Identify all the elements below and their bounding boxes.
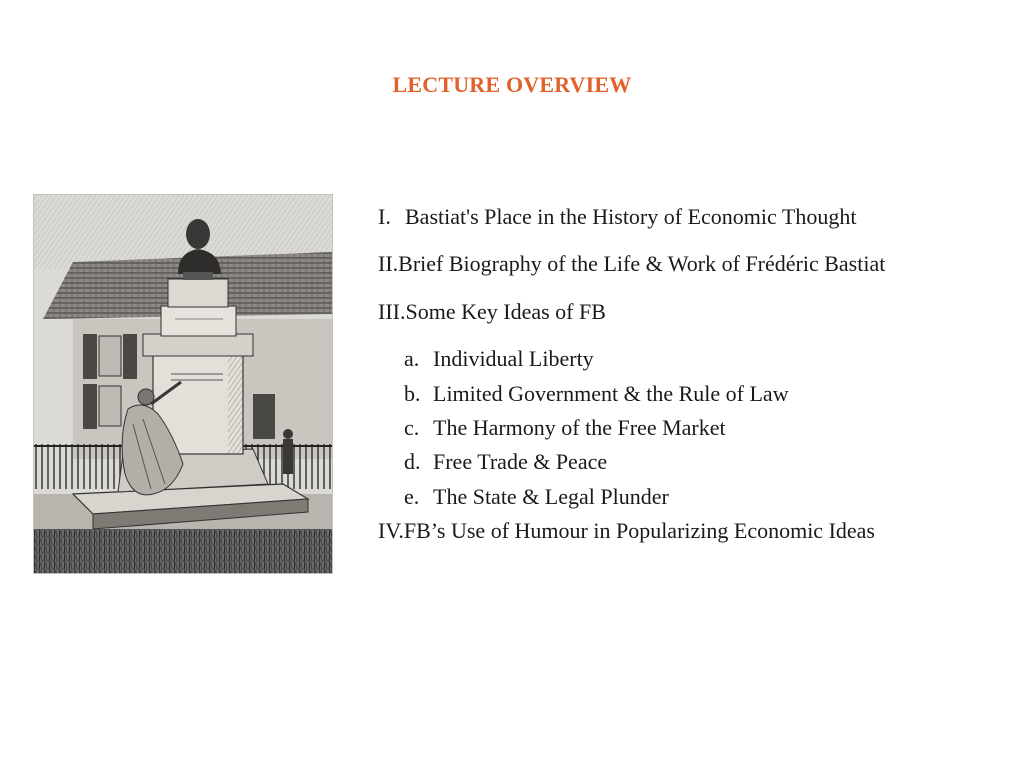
outline-text: Some Key Ideas of FB	[405, 298, 606, 324]
outline-subitem-a	[378, 346, 998, 372]
outline-number: I.	[378, 204, 391, 229]
outline-item-2	[378, 251, 998, 277]
outline-text: Individual Liberty	[433, 346, 594, 372]
outline-number: d.	[404, 449, 421, 475]
outline-text: The State & Legal Plunder	[433, 483, 669, 509]
outline-text: Bastiat's Place in the History of Economic Thought	[405, 204, 857, 229]
outline-text: Limited Government & the Rule of Law	[433, 380, 789, 406]
outline-number: III.	[378, 298, 406, 324]
outline-number: IV.	[378, 518, 404, 544]
outline-text: FB’s Use of Humour in Popularizing Economic Ideas	[403, 518, 875, 544]
outline-subitem-c	[378, 415, 998, 441]
outline-text: The Harmony of the Free Market	[433, 414, 726, 440]
outline-subitem-b	[378, 381, 998, 407]
statue-engraving-image	[33, 194, 333, 574]
outline-number: c.	[404, 414, 420, 440]
outline-number: II.	[378, 251, 399, 277]
outline-subitem-e	[378, 484, 998, 510]
outline-item-4	[378, 518, 998, 544]
outline-item-3	[378, 299, 998, 325]
outline-number: e.	[404, 483, 420, 509]
outline-number: a.	[404, 346, 420, 372]
outline-subitem-d	[378, 449, 998, 475]
outline-item-1	[378, 204, 998, 230]
lecture-outline	[378, 204, 998, 545]
slide-title: LECTURE OVERVIEW	[392, 72, 632, 97]
outline-number: b.	[404, 380, 421, 406]
outline-text: Free Trade & Peace	[433, 449, 608, 475]
outline-text: Brief Biography of the Life & Work of Frédéric Bastiat	[398, 251, 886, 277]
